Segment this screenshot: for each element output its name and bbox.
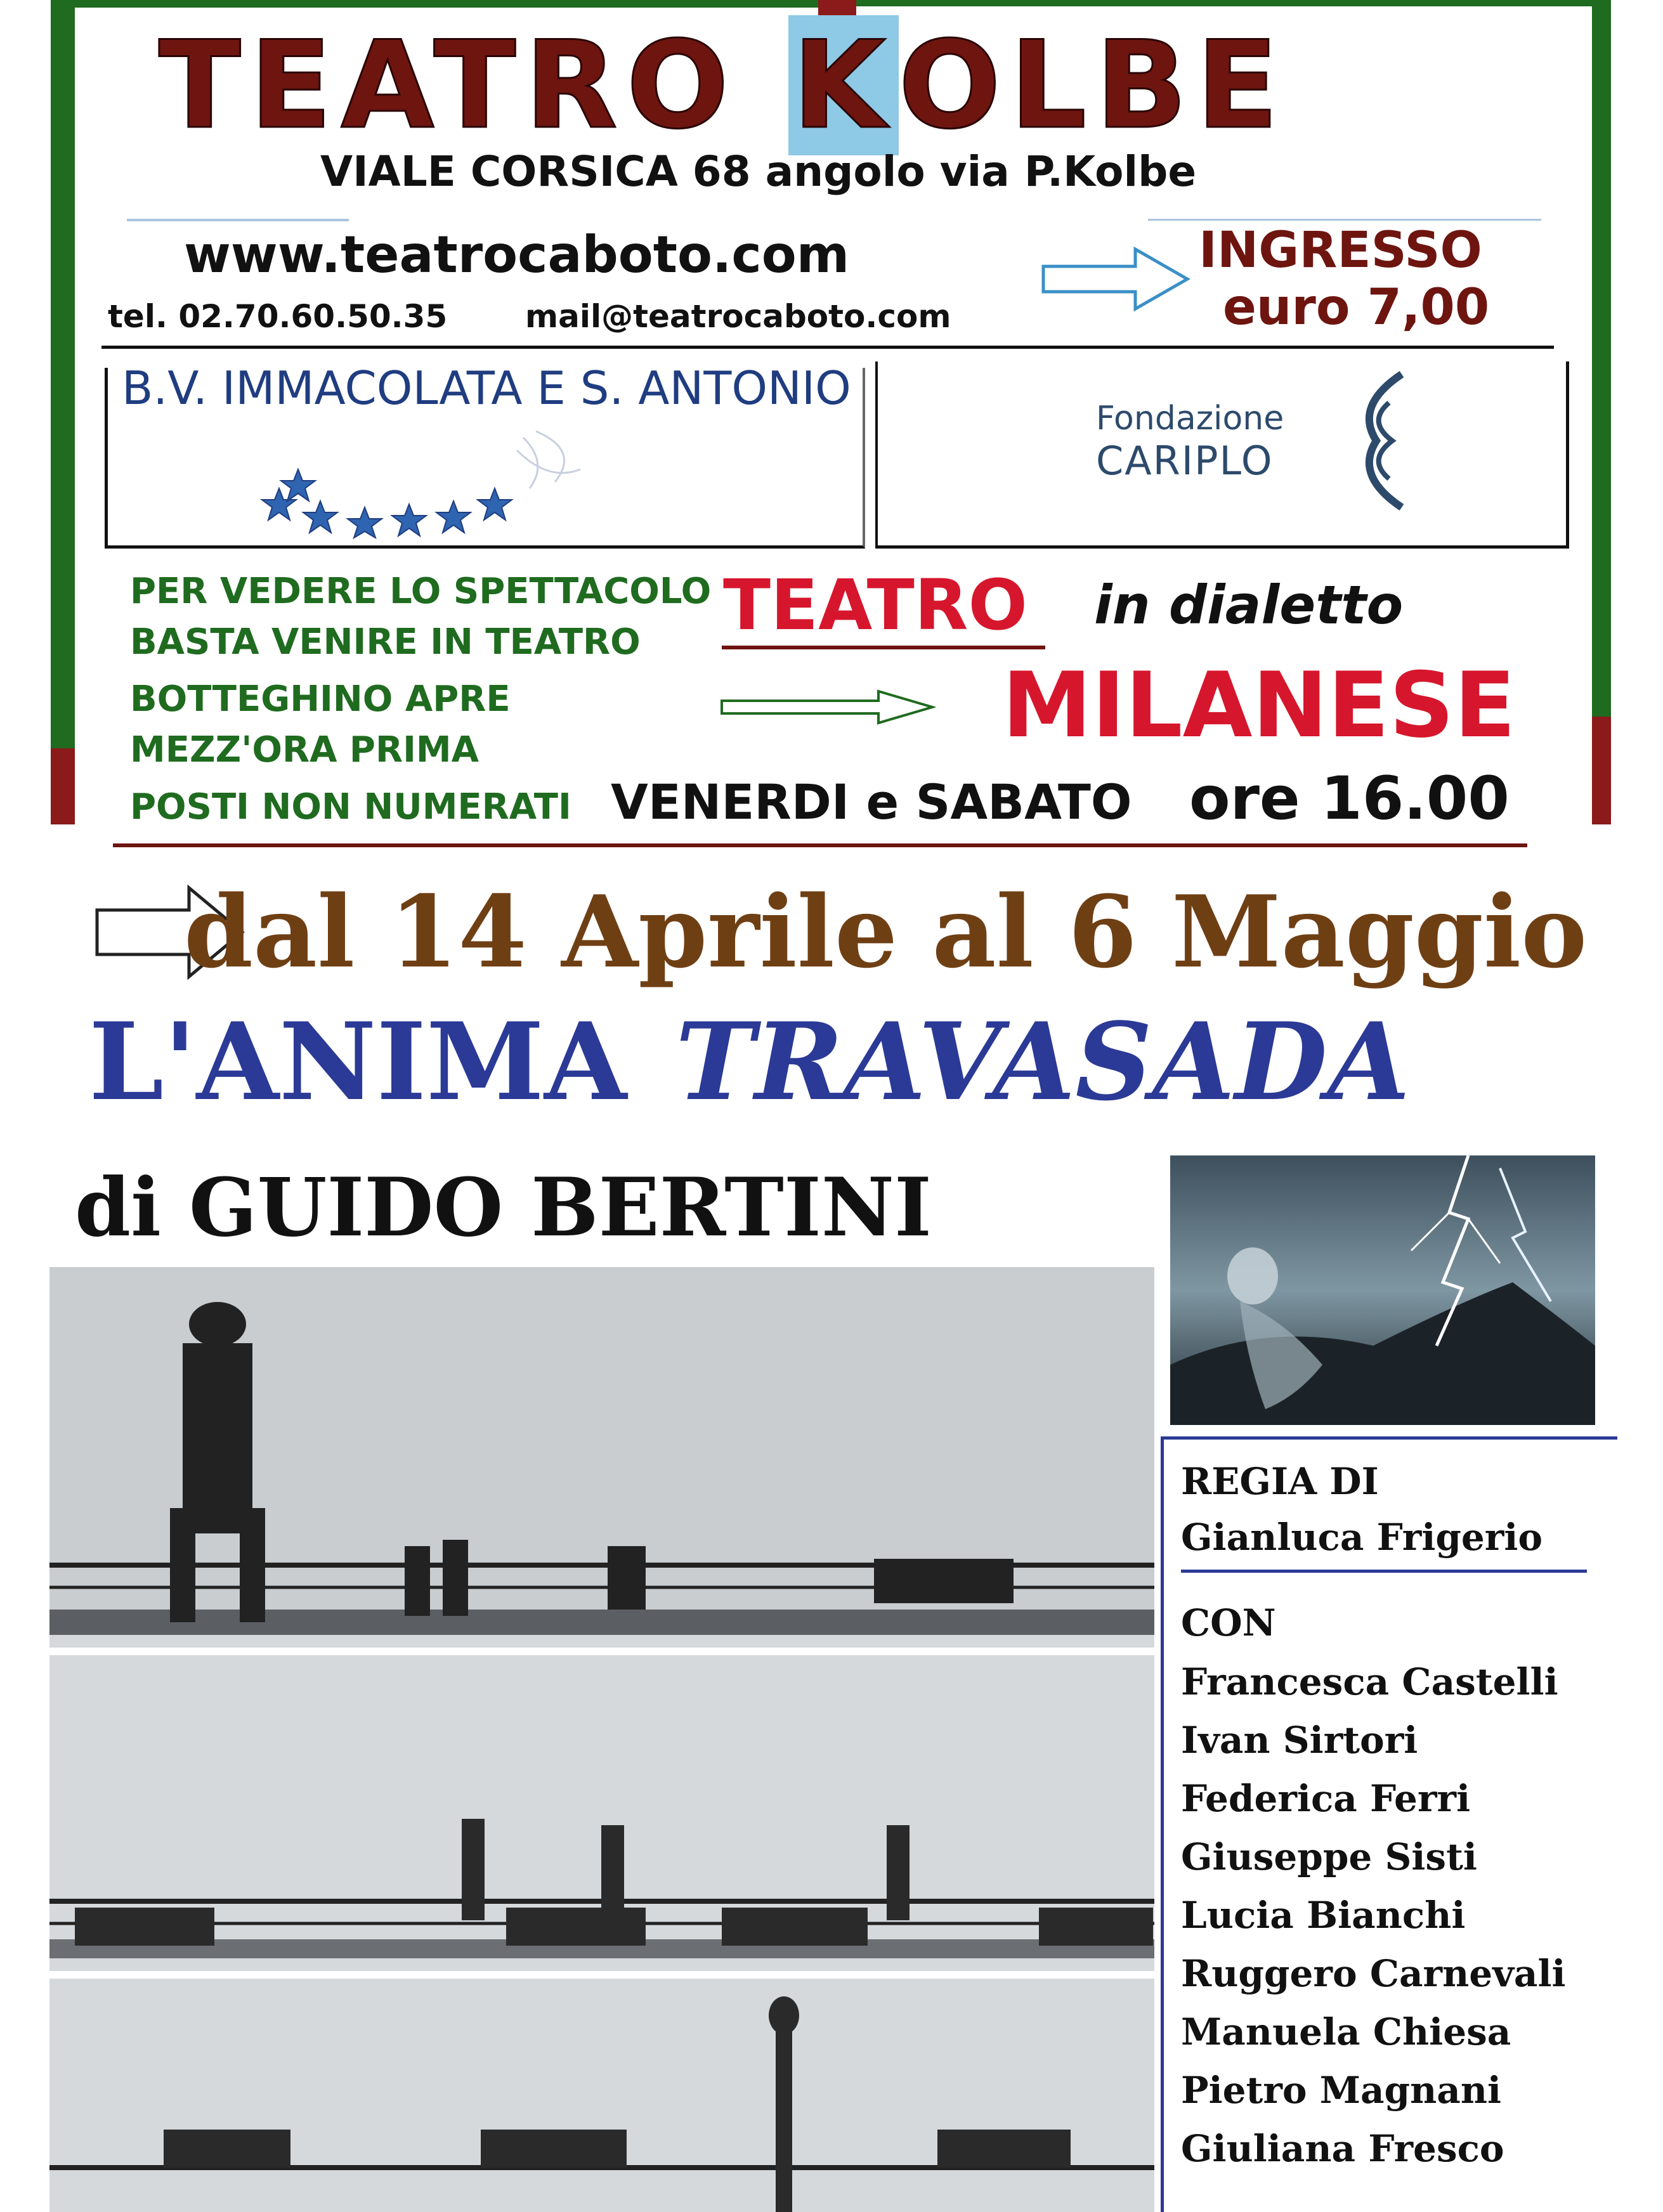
right-red-bar [1592, 717, 1611, 824]
show-title-part1: L'ANIMA [89, 999, 627, 1124]
info-line-3: BOTTEGHINO APRE [130, 679, 511, 720]
phone-number: tel. 02.70.60.50.35 [108, 298, 448, 335]
genre-teatro: TEATRO [723, 564, 1028, 646]
cast-member: Giuseppe Sisti [1181, 1835, 1477, 1878]
director-label: REGIA DI [1181, 1460, 1379, 1503]
cariplo-logo-icon [1341, 368, 1411, 514]
cast-member: Ivan Sirtori [1181, 1719, 1418, 1762]
email-link[interactable]: mail@teatrocaboto.com [525, 298, 951, 335]
venue-title-part1: TEATRO [159, 15, 738, 155]
foundation-line2: CARIPLO [1096, 438, 1274, 484]
genre-milanese: MILANESE [1002, 653, 1516, 758]
ticket-label: INGRESSO [1199, 222, 1482, 279]
director-name: Gianluca Frigerio [1181, 1516, 1543, 1559]
cast-member: Francesca Castelli [1181, 1660, 1558, 1703]
show-days: VENERDI e SABATO [611, 774, 1132, 830]
info-line-4: MEZZ'ORA PRIMA [130, 729, 479, 771]
cast-label: CON [1181, 1601, 1276, 1644]
info-line-1: PER VEDERE LO SPETTACOLO [130, 571, 712, 612]
info-line-2: BASTA VENIRE IN TEATRO [130, 621, 641, 663]
top-green-stripe [75, 0, 823, 8]
long-arrow-right-icon [720, 688, 936, 726]
arrow-right-icon [1040, 244, 1192, 314]
website-link[interactable]: www.teatrocaboto.com [184, 225, 850, 284]
cast-member: Lucia Bianchi [1181, 1894, 1466, 1937]
genre-teatro-underline [722, 646, 1045, 649]
venue-title [159, 15, 1288, 155]
info-line-5: POSTI NON NUMERATI [130, 786, 571, 828]
left-red-bar [51, 748, 75, 824]
star-wreath-icon [251, 412, 606, 539]
ticket-price: euro 7,00 [1223, 279, 1490, 336]
divider-line-2 [1148, 219, 1541, 221]
cast-member: Ruggero Carnevali [1181, 1952, 1566, 1995]
cast-member: Giuliana Fresco [1181, 2127, 1504, 2170]
header-bottom-rule [101, 346, 1554, 349]
venue-title-k: K [788, 15, 898, 155]
credits-rule [1181, 1570, 1587, 1573]
storm-illustration [1170, 1155, 1595, 1425]
parish-name: B.V. IMMACOLATA E S. ANTONIO [122, 361, 851, 415]
genre-dialetto: in dialetto [1094, 574, 1404, 636]
show-dates: dal 14 Aprile al 6 Maggio [184, 874, 1588, 990]
show-author: di GUIDO BERTINI [75, 1161, 932, 1254]
boardwalk-photo [49, 1267, 1154, 2212]
divider-line [127, 219, 349, 221]
venue-title-part2: OLBE [898, 15, 1288, 155]
top-right-stripe [856, 0, 1592, 6]
credits-frame-left [1161, 1436, 1164, 2212]
right-green-bar [1592, 0, 1611, 717]
left-green-bar [51, 0, 75, 748]
foundation-line1: Fondazione [1096, 400, 1284, 438]
cast-member: Federica Ferri [1181, 1777, 1471, 1820]
venue-address: VIALE CORSICA 68 angolo via P.Kolbe [320, 147, 1197, 196]
section-rule [113, 843, 1527, 847]
show-time: ore 16.00 [1189, 764, 1510, 833]
cast-member: Pietro Magnani [1181, 2069, 1502, 2112]
credits-frame-top [1161, 1436, 1617, 1440]
show-title-part2: TRAVASADA [675, 999, 1411, 1124]
cast-member: Manuela Chiesa [1181, 2010, 1511, 2053]
